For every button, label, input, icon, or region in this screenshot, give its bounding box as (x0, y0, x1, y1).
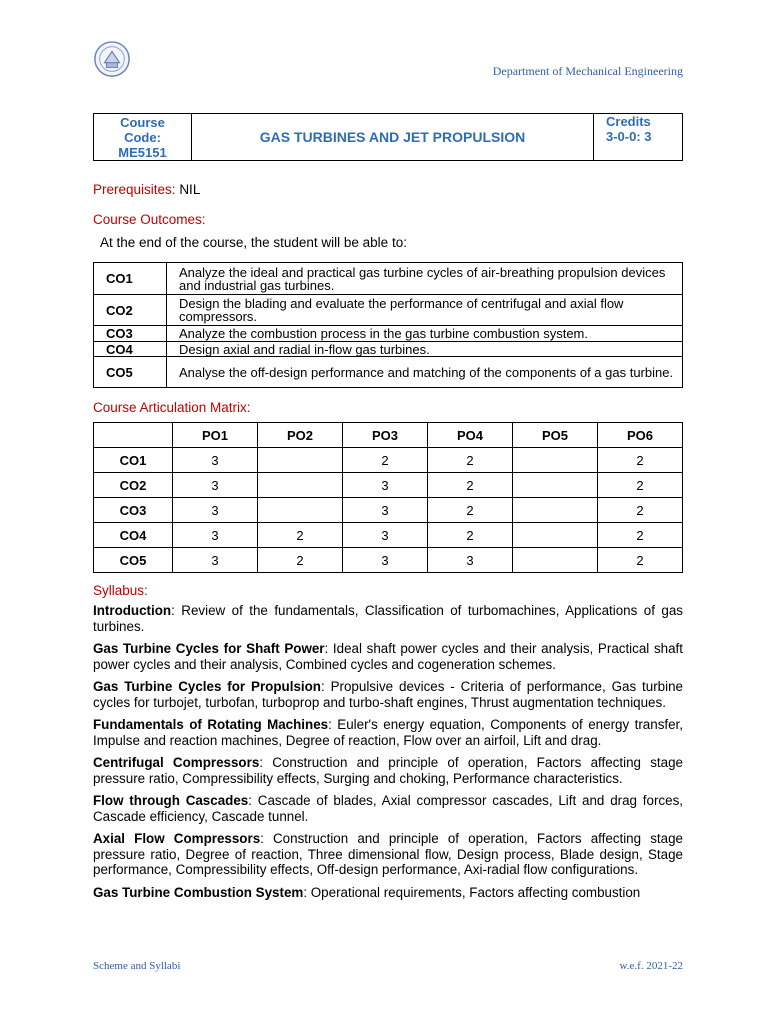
matrix-cell: 2 (598, 448, 683, 473)
matrix-cell: 3 (343, 548, 428, 573)
syllabus-section-title: Axial Flow Compressors (93, 831, 261, 846)
articulation-matrix-table (93, 422, 683, 573)
matrix-cell: 2 (598, 523, 683, 548)
prerequisites (93, 182, 200, 197)
matrix-cell: 2 (598, 498, 683, 523)
outcome-text: Design axial and radial in-flow gas turbines. (167, 342, 683, 357)
syllabus-section (93, 885, 683, 901)
outcome-text: Analyse the off-design performance and matching of the components of a gas turbine. (167, 357, 683, 388)
matrix-cell: CO4 (94, 523, 173, 548)
matrix-cell: 3 (173, 498, 258, 523)
syllabus-section-title: Flow through Cascades (93, 793, 249, 808)
matrix-cell: 3 (428, 548, 513, 573)
syllabus-section-title: Gas Turbine Cycles for Propulsion (93, 679, 321, 694)
course-outcomes-intro: At the end of the course, the student will be able to: (100, 235, 407, 250)
outcome-row (94, 263, 683, 295)
course-code-label: Course (120, 114, 165, 130)
matrix-cell: 2 (258, 523, 343, 548)
matrix-cell (513, 498, 598, 523)
matrix-header-row (94, 423, 683, 448)
matrix-cell: 3 (173, 548, 258, 573)
matrix-cell: CO5 (94, 548, 173, 573)
course-title: GAS TURBINES AND JET PROPULSION (192, 114, 594, 161)
syllabus-section (93, 793, 683, 824)
matrix-cell: 2 (428, 473, 513, 498)
matrix-header: PO4 (428, 423, 513, 448)
syllabus-section (93, 831, 683, 878)
syllabus-section-title: Gas Turbine Cycles for Shaft Power (93, 641, 325, 656)
outcome-code: CO5 (94, 357, 167, 388)
outcome-code: CO3 (94, 326, 167, 342)
matrix-cell: 3 (173, 523, 258, 548)
syllabus-section-text: : Construction and principle of operation, Factors affecting stage pressure ratio, Compressibility effects, Surging and choking, Performance characteristics. (93, 755, 683, 786)
outcome-code: CO1 (94, 263, 167, 295)
matrix-header: PO2 (258, 423, 343, 448)
matrix-cell: 2 (428, 498, 513, 523)
matrix-cell: 3 (343, 498, 428, 523)
matrix-cell (513, 523, 598, 548)
matrix-cell (258, 473, 343, 498)
matrix-header: PO5 (513, 423, 598, 448)
matrix-row (94, 473, 683, 498)
matrix-header: PO3 (343, 423, 428, 448)
matrix-cell (258, 448, 343, 473)
course-code: ME5151 (118, 144, 167, 160)
syllabus-section-title: Introduction (93, 603, 172, 618)
syllabus-heading: Syllabus: (93, 583, 148, 598)
matrix-cell: CO2 (94, 473, 173, 498)
matrix-cell: 2 (598, 548, 683, 573)
footer-left: Scheme and Syllabi (93, 960, 181, 972)
outcome-row (94, 326, 683, 342)
matrix-cell: 3 (173, 473, 258, 498)
prerequisites-label: Prerequisites: (93, 182, 176, 197)
matrix-header: PO6 (598, 423, 683, 448)
matrix-row (94, 498, 683, 523)
syllabus-section-text: : Ideal shaft power cycles and their analysis, Practical shaft power cycles and their analysis, Combined cycles and cogeneration schemes. (93, 641, 683, 672)
outcome-text: Analyze the ideal and practical gas turbine cycles of air-breathing propulsion devices and industrial gas turbines. (167, 263, 683, 295)
syllabus-section-text: : Propulsive devices - Criteria of performance, Gas turbine cycles for turbojet, turbofan, turboprop and turbo-shaft engines, Thrust augmentation techniques. (93, 679, 683, 710)
course-header-table (93, 113, 683, 161)
syllabus-section-text: : Operational requirements, Factors affecting combustion (303, 884, 641, 900)
matrix-header (94, 423, 173, 448)
matrix-cell (513, 473, 598, 498)
syllabus-section-title: Centrifugal Compressors (93, 755, 260, 770)
matrix-cell: 2 (258, 548, 343, 573)
syllabus-section-title: Fundamentals of Rotating Machines (93, 717, 329, 732)
outcome-row (94, 295, 683, 326)
syllabus-section-text: : Cascade of blades, Axial compressor cascades, Lift and drag forces, Cascade efficiency, Cascade tunnel. (93, 793, 683, 824)
course-code-label-2: Code: (124, 129, 161, 145)
footer-right: w.e.f. 2021-22 (619, 960, 683, 972)
course-outcomes-heading: Course Outcomes: (93, 212, 206, 227)
matrix-cell: 2 (428, 448, 513, 473)
matrix-cell (513, 548, 598, 573)
syllabus-body (93, 603, 683, 907)
prerequisites-value: NIL (179, 182, 201, 197)
credits-label: Credits (606, 114, 651, 129)
outcome-code: CO4 (94, 342, 167, 357)
credits-value: 3-0-0: 3 (606, 129, 652, 144)
matrix-cell: 3 (343, 473, 428, 498)
outcome-text: Analyze the combustion process in the gas turbine combustion system. (167, 326, 683, 342)
syllabus-section (93, 641, 683, 672)
matrix-cell (258, 498, 343, 523)
syllabus-section-text: : Euler's energy equation, Components of energy transfer, Impulse and reaction machines, Degree of reaction, Flow over an airfoil, Lift and drag. (93, 717, 684, 748)
course-outcomes-table (93, 262, 683, 388)
credits-cell (594, 114, 683, 161)
syllabus-section (93, 679, 683, 710)
department-name: Department of Mechanical Engineering (492, 64, 683, 78)
outcome-row (94, 342, 683, 357)
syllabus-section (93, 717, 683, 748)
matrix-cell: CO3 (94, 498, 173, 523)
institute-logo-icon (93, 40, 131, 78)
outcome-code: CO2 (94, 295, 167, 326)
syllabus-section (93, 603, 683, 634)
outcome-text: Design the blading and evaluate the performance of centrifugal and axial flow compressors. (167, 295, 683, 326)
syllabus-section (93, 755, 683, 786)
syllabus-section-title: Gas Turbine Combustion System (93, 884, 304, 900)
matrix-cell: 3 (173, 448, 258, 473)
matrix-cell: 3 (343, 523, 428, 548)
outcome-row (94, 357, 683, 388)
matrix-cell (513, 448, 598, 473)
articulation-matrix-heading: Course Articulation Matrix: (93, 400, 251, 415)
matrix-cell: CO1 (94, 448, 173, 473)
matrix-cell: 2 (598, 473, 683, 498)
syllabus-section-text: : Review of the fundamentals, Classification of turbomachines, Applications of gas turbines. (93, 603, 683, 634)
matrix-row (94, 448, 683, 473)
matrix-cell: 2 (428, 523, 513, 548)
matrix-row (94, 548, 683, 573)
syllabus-section-text: : Construction and principle of operation, Factors affecting stage pressure ratio, Degree of reaction, Three dimensional flow, Design process, Blade design, Stage performance, Compressibility effects, Off-design performance, Axi-radial flow configurations. (93, 831, 683, 877)
matrix-row (94, 523, 683, 548)
matrix-cell: 2 (343, 448, 428, 473)
matrix-header: PO1 (173, 423, 258, 448)
course-code-cell (94, 114, 192, 161)
